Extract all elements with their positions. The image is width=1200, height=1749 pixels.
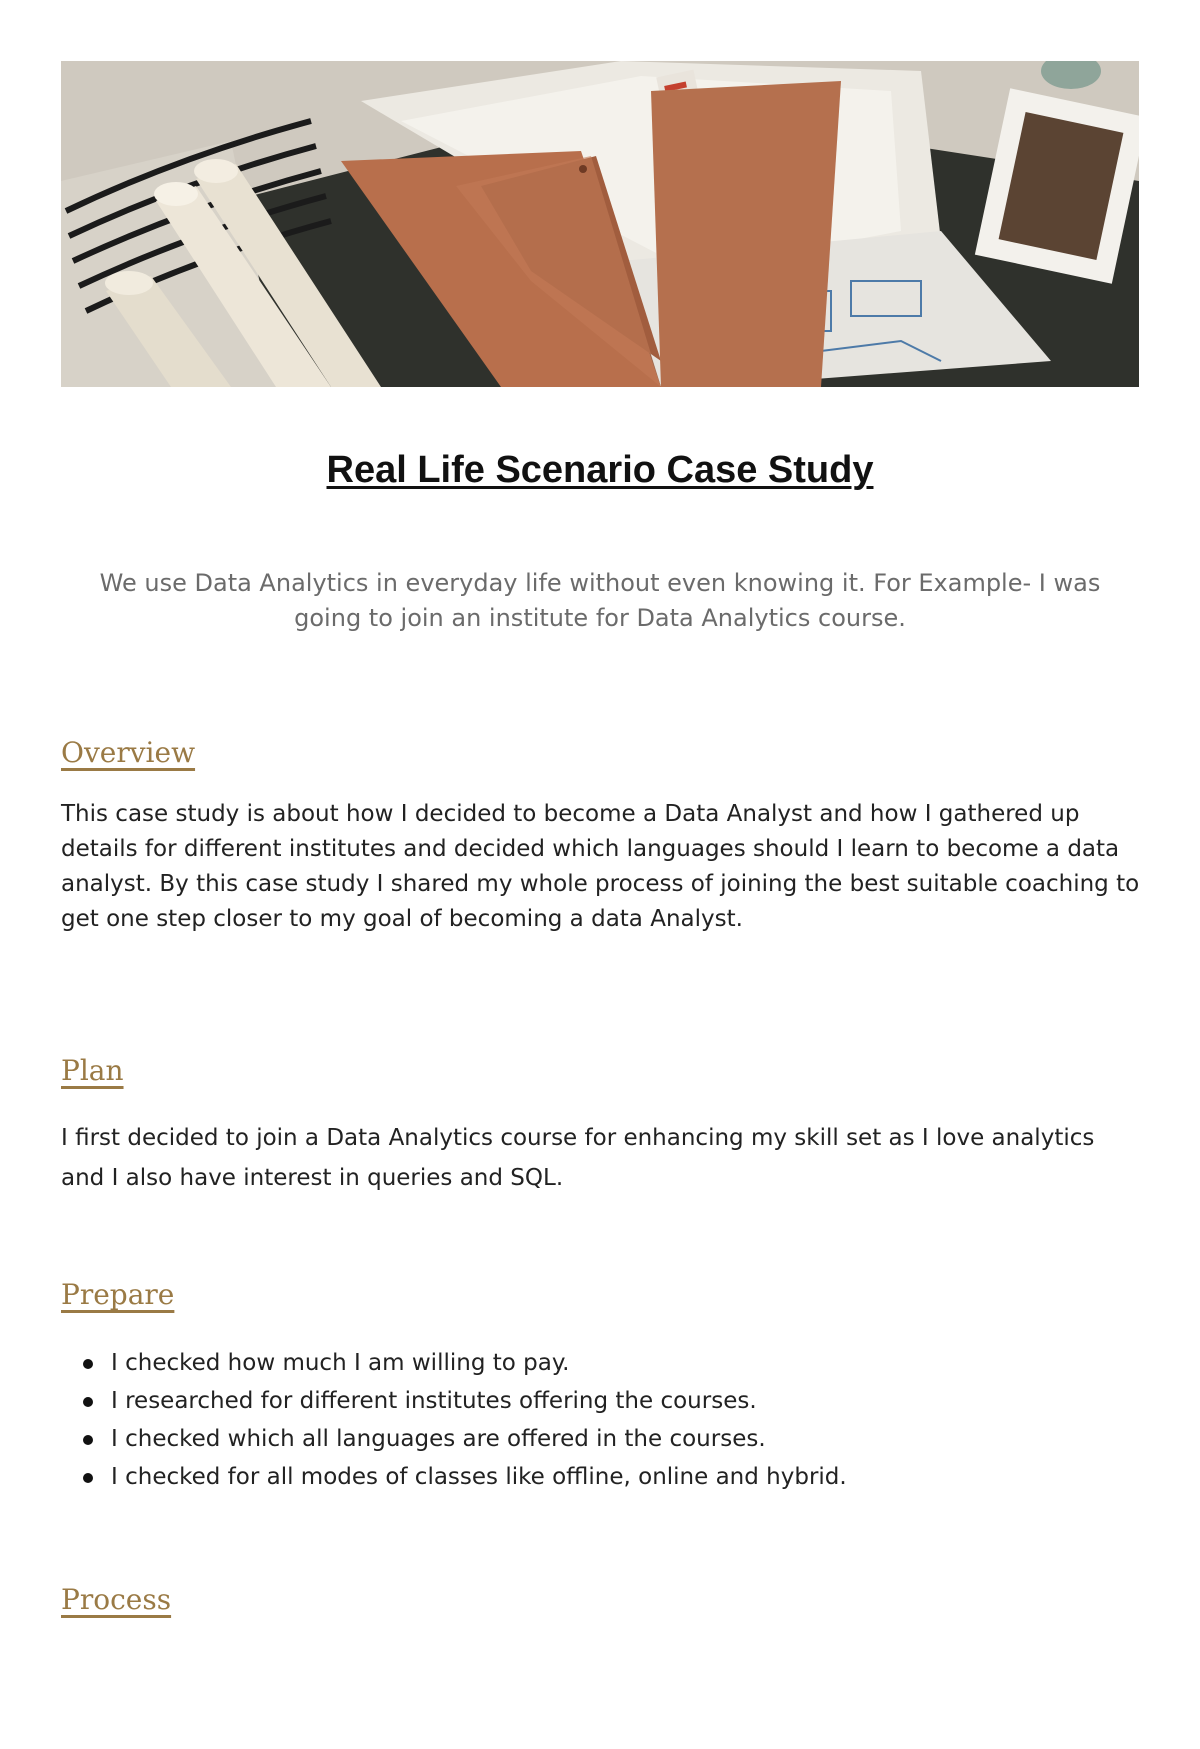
bullet-icon <box>83 1359 93 1369</box>
list-item-text: I checked how much I am willing to pay. <box>111 1350 570 1376</box>
prepare-list <box>61 1344 1141 1496</box>
list-item-text: I researched for different institutes offering the courses. <box>111 1388 757 1414</box>
desk-photo-illustration <box>61 61 1139 387</box>
plan-heading: Plan <box>61 1054 124 1087</box>
page-title: Real Life Scenario Case Study <box>326 449 874 491</box>
list-item-text: I checked which all languages are offered in the courses. <box>111 1426 766 1452</box>
bullet-icon <box>83 1397 93 1407</box>
list-item <box>61 1382 1141 1420</box>
list-item <box>61 1420 1141 1458</box>
bullet-icon <box>83 1435 93 1445</box>
list-item <box>61 1344 1141 1382</box>
overview-heading: Overview <box>61 736 196 769</box>
intro-text: We use Data Analytics in everyday life without even knowing it. For Example- I was going to join an institute for Data Analytics course. <box>99 569 1101 632</box>
overview-body: This case study is about how I decided to become a Data Analyst and how I gathered up details for different institutes and decided which languages should I learn to become a data analyst. By this case study I shared my whole process of joining the best suitable coaching to get one step closer to my goal of becoming a data Analyst. <box>61 801 1140 932</box>
list-item-text: I checked for all modes of classes like offline, online and hybrid. <box>111 1464 847 1490</box>
plan-body: I first decided to join a Data Analytics course for enhancing my skill set as I love analytics and I also have interest in queries and SQL. <box>61 1125 1095 1191</box>
header-photo <box>61 61 1139 387</box>
process-heading: Process <box>61 1583 172 1616</box>
list-item <box>61 1458 1141 1496</box>
bullet-icon <box>83 1473 93 1483</box>
prepare-heading: Prepare <box>61 1278 175 1311</box>
